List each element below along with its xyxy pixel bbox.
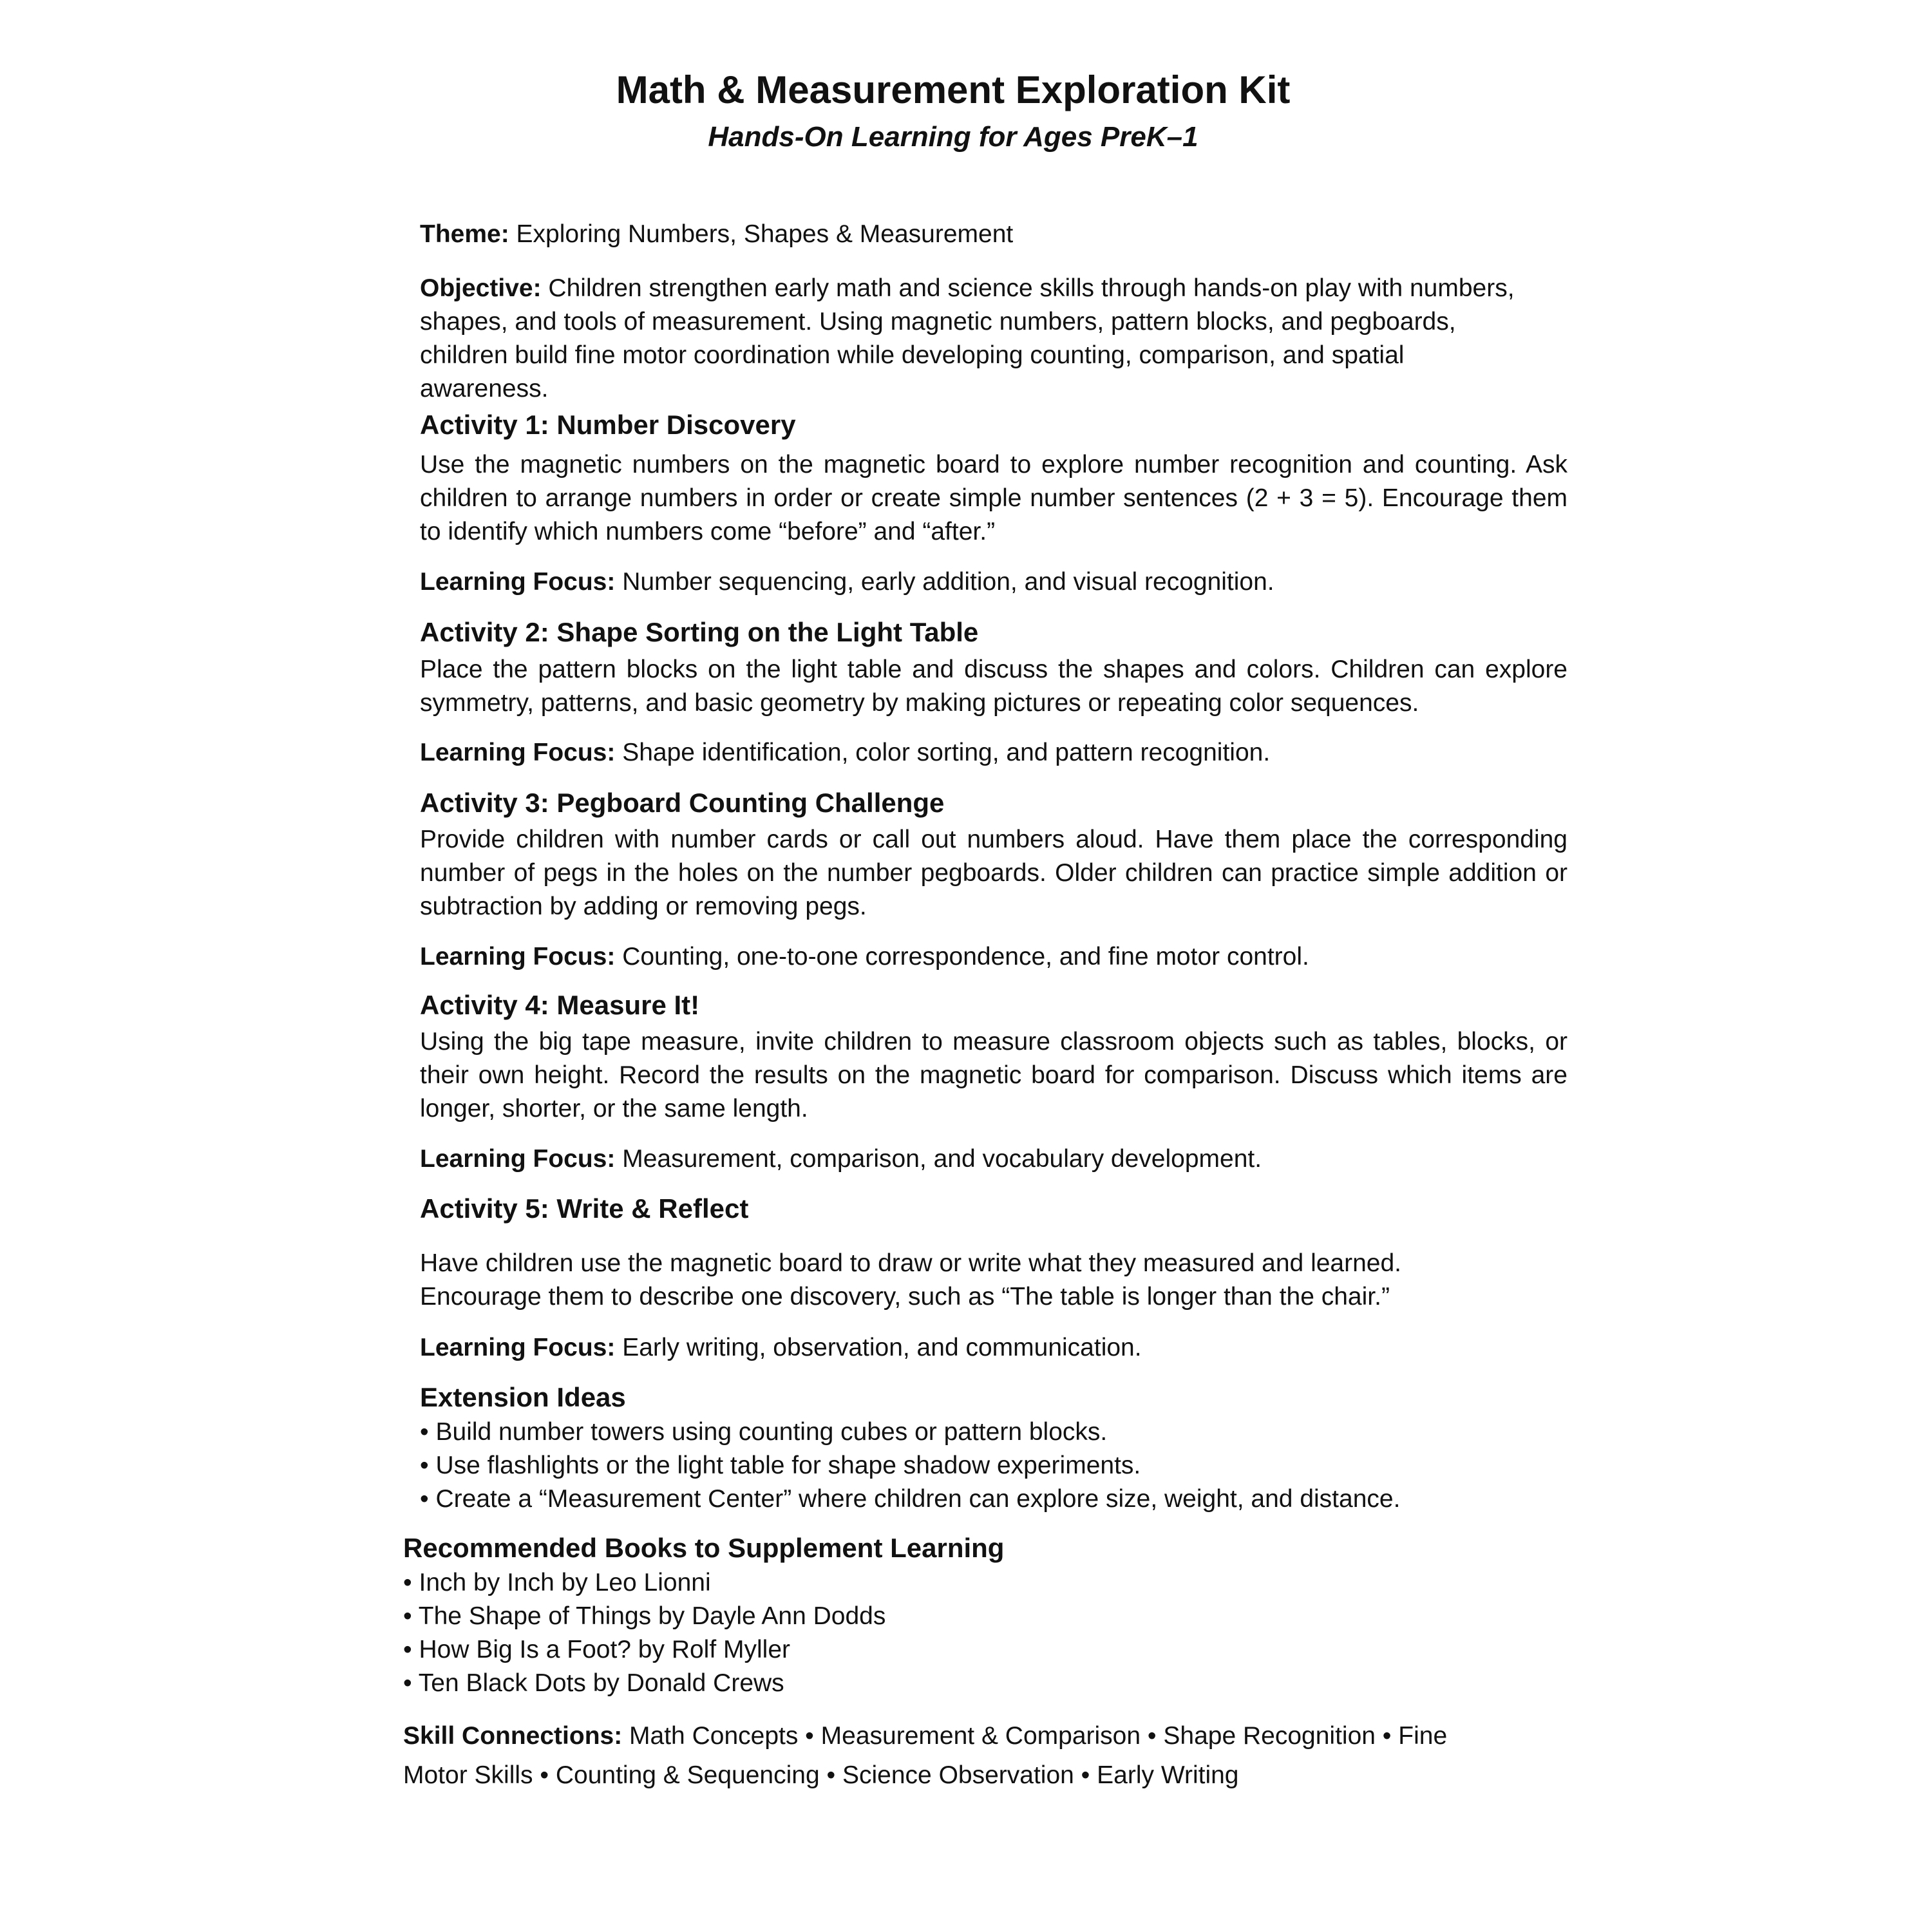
extension-heading: Extension Ideas xyxy=(420,1382,626,1412)
books-heading: Recommended Books to Supplement Learning xyxy=(403,1533,1005,1563)
learning-focus-label: Learning Focus: xyxy=(420,1334,616,1361)
activity-5-line: Have children use the magnetic board to draw or write what they measured and learned. xyxy=(420,1249,1402,1277)
page-title: Math & Measurement Exploration Kit xyxy=(616,68,1291,111)
learning-focus-text: Number sequencing, early addition, and visual recognition. xyxy=(622,568,1274,596)
skill-connections-line: Skill Connections: Math Concepts • Measurement & Comparison • Shape Recognition • Fine xyxy=(403,1722,1448,1750)
objective-line: awareness. xyxy=(420,375,549,402)
learning-focus-text: Early writing, observation, and communication. xyxy=(622,1334,1142,1361)
activity-5-heading: Activity 5: Write & Reflect xyxy=(420,1193,749,1224)
activity-4-body: Using the big tape measure, invite children to measure classroom objects such as tables, blocks, or their own height. Record the results on the magnetic board for comparison. Discuss which items are longer, shorter, or the same length. xyxy=(420,1028,1567,1122)
activity-1-focus xyxy=(420,565,1567,599)
theme-text: Exploring Numbers, Shapes & Measurement xyxy=(516,220,1014,248)
objective-line: Objective: Children strengthen early math and science skills through hands-on play with numbers, xyxy=(420,274,1515,302)
activity-3-body: Provide children with number cards or call out numbers aloud. Have them place the corresponding number of pegs in the holes on the number pegboards. Older children can practice simple addition or subtraction by adding or removing pegs. xyxy=(420,826,1567,920)
activity-3-focus xyxy=(420,940,1567,974)
activity-5-body xyxy=(420,1247,1567,1314)
list-item: • Build number towers using counting cubes or pattern blocks. xyxy=(420,1418,1108,1446)
list-item: • The Shape of Things by Dayle Ann Dodds xyxy=(403,1602,886,1630)
activity-5-focus xyxy=(420,1331,1567,1365)
activity-4-heading: Activity 4: Measure It! xyxy=(420,990,700,1020)
skill-connections xyxy=(403,1716,1567,1795)
learning-focus-text: Measurement, comparison, and vocabulary development. xyxy=(622,1145,1262,1173)
learning-focus-text: Shape identification, color sorting, and pattern recognition. xyxy=(622,739,1271,766)
skill-connections-label: Skill Connections: xyxy=(403,1722,623,1750)
theme-label: Theme: xyxy=(420,220,509,248)
activity-1-body: Use the magnetic numbers on the magnetic board to explore number recognition and counting. Ask children to arrange numbers in order or create simple number sentences (2 + 3 = 5). Encourage them to identify which numbers come “before” and “after.” xyxy=(420,451,1567,545)
learning-focus-label: Learning Focus: xyxy=(420,1145,616,1173)
objective-line: shapes, and tools of measurement. Using magnetic numbers, pattern blocks, and pegboards, xyxy=(420,308,1456,336)
list-item: • Ten Black Dots by Donald Crews xyxy=(403,1669,784,1697)
list-item: • How Big Is a Foot? by Rolf Myller xyxy=(403,1636,791,1663)
objective-paragraph xyxy=(420,272,1567,406)
activity-5-line: Encourage them to describe one discovery, such as “The table is longer than the chair.” xyxy=(420,1283,1390,1311)
activity-3-heading: Activity 3: Pegboard Counting Challenge xyxy=(420,788,945,818)
learning-focus-label: Learning Focus: xyxy=(420,568,616,596)
list-item: • Inch by Inch by Leo Lionni xyxy=(403,1569,711,1596)
objective-line: children build fine motor coordination while developing counting, comparison, and spatial xyxy=(420,341,1405,369)
theme-line xyxy=(420,218,1567,251)
list-item: • Use flashlights or the light table for shape shadow experiments. xyxy=(420,1452,1141,1479)
activity-2-body: Place the pattern blocks on the light table and discuss the shapes and colors. Children can explore symmetry, patterns, and basic geometry by making pictures or repeating color sequences. xyxy=(420,656,1567,717)
objective-label: Objective: xyxy=(420,274,542,302)
skill-connections-line: Motor Skills • Counting & Sequencing • Science Observation • Early Writing xyxy=(403,1761,1239,1789)
learning-focus-text: Counting, one-to-one correspondence, and fine motor control. xyxy=(622,943,1309,971)
activity-1-heading: Activity 1: Number Discovery xyxy=(420,410,796,440)
learning-focus-label: Learning Focus: xyxy=(420,943,616,971)
activity-2-focus xyxy=(420,736,1567,770)
activity-4-focus xyxy=(420,1142,1567,1176)
extension-list xyxy=(420,1416,1567,1516)
page-subtitle: Hands-On Learning for Ages PreK–1 xyxy=(708,121,1198,153)
learning-focus-label: Learning Focus: xyxy=(420,739,616,766)
activity-2-heading: Activity 2: Shape Sorting on the Light Table xyxy=(420,617,979,647)
list-item: • Create a “Measurement Center” where children can explore size, weight, and distance. xyxy=(420,1485,1401,1513)
books-list xyxy=(403,1566,1567,1700)
